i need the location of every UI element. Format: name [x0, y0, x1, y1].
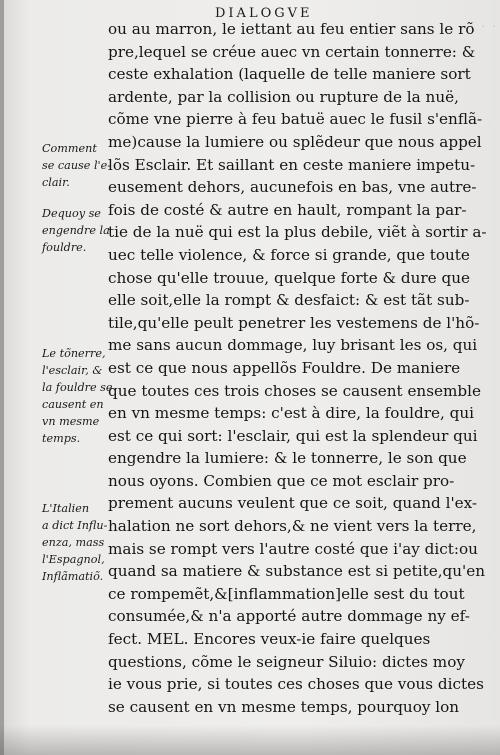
main-text-block	[108, 18, 498, 718]
margin-note-line: Dequoy se	[42, 207, 101, 220]
margin-note	[42, 500, 112, 585]
text-line: consumée,& n'a apporté autre dommage ny ef-	[108, 607, 470, 626]
text-line: chose qu'elle trouue, quelque forte & dure que	[108, 268, 470, 287]
margin-note-line: temps.	[42, 432, 81, 445]
running-header: DIALOGVE	[215, 6, 313, 21]
margin-note-line: Le tõnerre,	[42, 347, 106, 360]
text-line: prement aucuns veulent que ce soit, quand l'ex-	[108, 494, 478, 513]
text-line: est ce qui sort: l'esclair, qui est la splendeur qui	[108, 426, 478, 445]
text-line: que toutes ces trois choses se causent ensemble	[108, 381, 481, 400]
text-line: lõs Esclair. Et saillant en ceste maniere impetu-	[108, 155, 476, 174]
text-line: se causent en vn mesme temps, pourquoy lon	[108, 697, 460, 716]
text-line: ie vous prie, si toutes ces choses que vous dictes	[108, 675, 484, 694]
margin-note-line: l'Espagnol,	[42, 553, 105, 566]
text-line: ou au marron, le iettant au feu entier sans le rõ	[108, 20, 475, 38]
text-line: fect. MEL. Encores veux-ie faire quelques	[108, 630, 431, 649]
text-line: quand sa matiere & substance est si petite,qu'en	[108, 562, 485, 581]
margin-note-line: causent en	[42, 398, 104, 411]
margin-note-line: a dict Influ-	[42, 519, 108, 532]
text-line: me sans aucun dommage, luy brisant les os, qui	[108, 336, 478, 355]
margin-note-line: L'Italien	[42, 502, 90, 515]
page-spine-shadow	[0, 0, 4, 755]
text-line: halation ne sort dehors,& ne vient vers la terre,	[108, 517, 477, 536]
margin-note-line: vn mesme	[42, 415, 100, 428]
page-bottom-shadow	[0, 725, 500, 755]
text-line: nous oyons. Combien que ce mot esclair pro-	[108, 471, 455, 490]
margin-note	[42, 345, 112, 447]
margin-note	[42, 140, 112, 191]
margin-note-line: Inflãmatiõ.	[42, 570, 104, 583]
text-line: tie de la nuë qui est la plus debile, viẽt à sortir a-	[108, 223, 487, 242]
text-line: ceste exhalation (laquelle de telle maniere sort	[108, 65, 471, 84]
text-line: me)cause la lumiere ou splẽdeur que nous appel	[108, 132, 482, 151]
margin-note	[42, 205, 112, 256]
text-line: eusement dehors, aucunefois en bas, vne autre-	[108, 178, 477, 197]
text-line: ce rompemẽt,&[inflammation]elle sest du tout	[108, 584, 465, 603]
text-line: fois de costé & autre en hault, rompant la par-	[108, 200, 467, 219]
text-line: tile,qu'elle peult penetrer les vestemens de l'hõ-	[108, 313, 480, 332]
text-line: pre,lequel se créue auec vn certain tonnerre: &	[108, 42, 476, 61]
text-line: mais se rompt vers l'autre costé que i'ay dict:ou	[108, 539, 478, 558]
text-line: cõme vne pierre à feu batuë auec le fusil s'enflã-	[108, 110, 483, 129]
margin-note-line: enza, mass	[42, 536, 105, 549]
text-line: engendre la lumiere: & le tonnerre, le son que	[108, 449, 467, 468]
margin-note-line: fouldre.	[42, 241, 87, 254]
text-line: questions, cõme le seigneur Siluio: dictes moy	[108, 652, 465, 671]
text-line: elle soit,elle la rompt & desfaict: & est tãt sub-	[108, 291, 470, 310]
margin-note-line: Comment	[42, 142, 97, 155]
text-line: en vn mesme temps: c'est à dire, la fouldre, qui	[108, 404, 475, 423]
show-through-text: · · ·	[470, 20, 498, 33]
text-line: ardente, par la collision ou rupture de la nuë,	[108, 87, 459, 106]
text-line: uec telle violence, & force si grande, que toute	[108, 245, 470, 264]
text-line: est ce que nous appellõs Fouldre. De maniere	[108, 358, 461, 377]
margin-note-line: se cause l'e-	[42, 159, 112, 172]
margin-note-line: l'esclair, &	[42, 364, 103, 377]
margin-note-line: clair.	[42, 176, 70, 189]
margin-note-line: engendre la	[42, 224, 110, 237]
margin-note-line: la fouldre se	[42, 381, 113, 394]
